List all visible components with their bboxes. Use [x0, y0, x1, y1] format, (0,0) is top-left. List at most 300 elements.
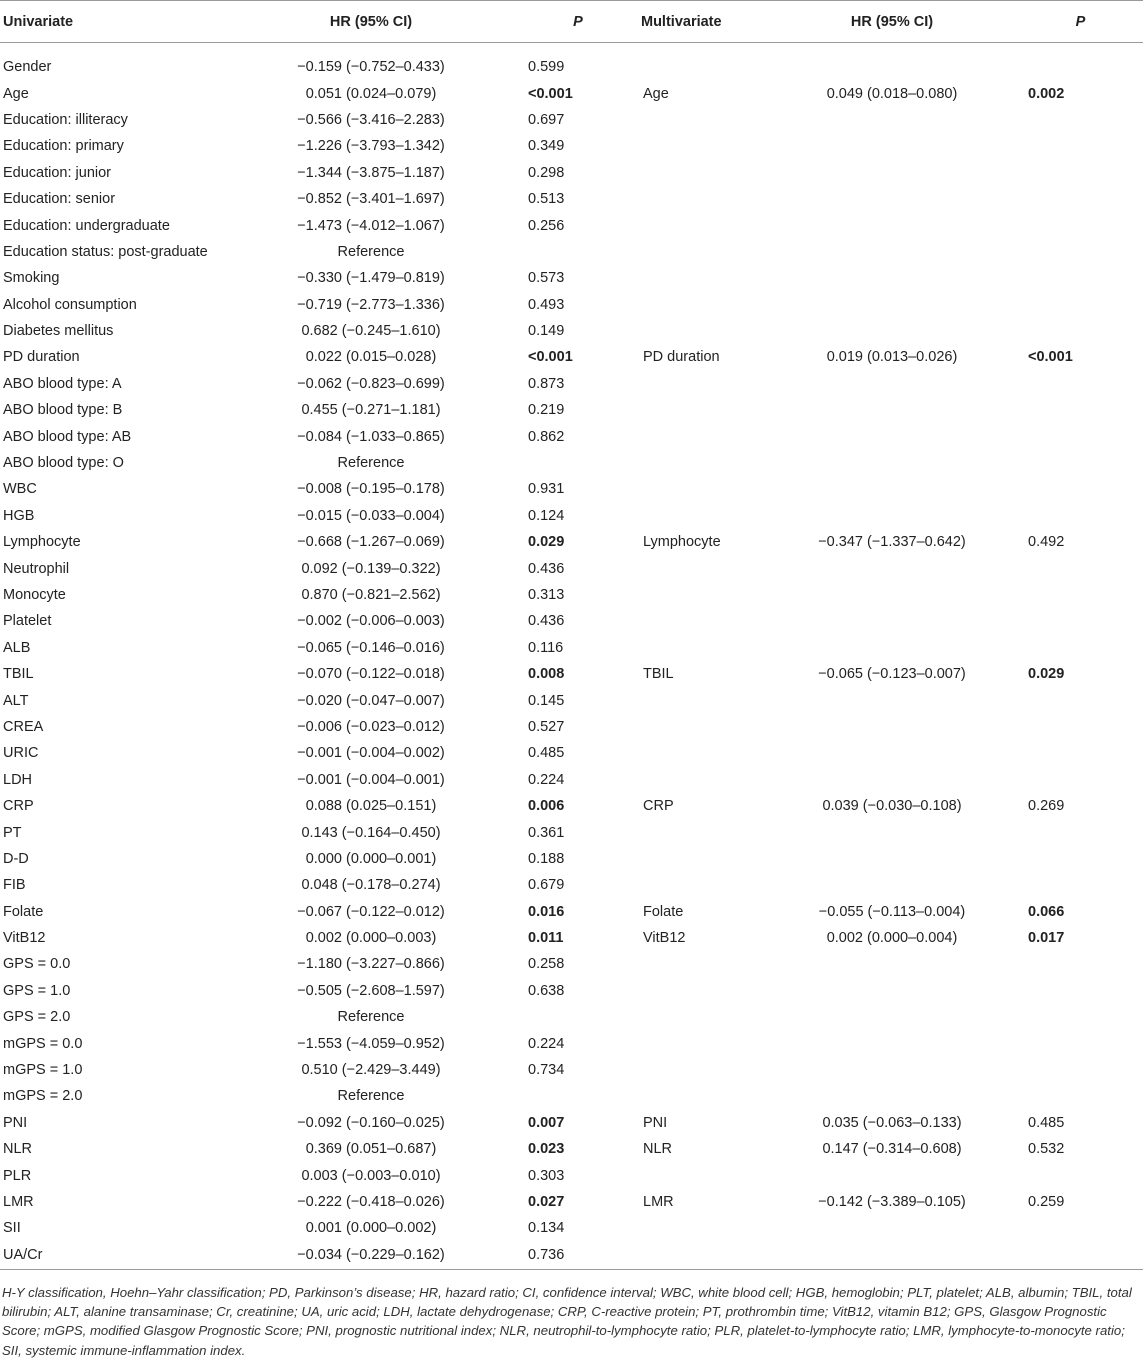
row-multivariate-hr-ci [766, 951, 1018, 977]
row-variable-name: ABO blood type: O [3, 455, 124, 472]
table-row [0, 793, 1143, 819]
row-variable-name: D-D [3, 850, 29, 867]
row-variable-name: ABO blood type: AB [3, 428, 132, 445]
row-variable-name: SII [3, 1220, 21, 1237]
row-variable-name: PLR [3, 1167, 32, 1184]
row-multivariate-name [638, 740, 766, 766]
row-multivariate-name [638, 846, 766, 872]
row-multivariate-p-value [1018, 371, 1143, 397]
row-multivariate-name [638, 1004, 766, 1030]
table-row [0, 344, 1143, 370]
row-multivariate-name [638, 951, 766, 977]
row-variable-name: UA/Cr [3, 1246, 43, 1263]
row-multivariate-name: CRP [643, 798, 674, 815]
row-hr-ci: 0.455 (−0.271–1.181) [301, 402, 441, 419]
row-hr-ci: 0.369 (0.051–0.687) [305, 1141, 437, 1158]
table-row [0, 239, 1143, 265]
row-hr-ci: 0.002 (0.000–0.003) [305, 930, 437, 947]
row-variable-name: LMR [3, 1193, 34, 1210]
row-hr-ci: −0.062 (−0.823–0.699) [297, 375, 445, 392]
row-hr-ci: −0.070 (−0.122–0.018) [297, 666, 445, 683]
row-multivariate-name [638, 635, 766, 661]
row-hr-ci: −0.001 (−0.004–0.002) [297, 745, 445, 762]
row-multivariate-hr-ci [766, 1030, 1018, 1056]
header-p-text: P [573, 13, 583, 30]
row-hr-ci: 0.870 (−0.821–2.562) [301, 587, 441, 603]
row-multivariate-name [638, 186, 766, 212]
table-row [0, 661, 1143, 687]
row-multivariate-p-value [1018, 397, 1143, 423]
row-multivariate-p-value: 0.002 [1028, 85, 1065, 102]
row-multivariate-name [638, 450, 766, 476]
row-multivariate-hr-ci: 0.002 (0.000–0.004) [826, 930, 958, 947]
row-variable-name: Diabetes mellitus [3, 323, 114, 340]
row-hr-ci: −0.222 (−0.418–0.026) [297, 1193, 445, 1210]
row-variable-name: ABO blood type: A [3, 375, 122, 392]
row-p-value: 0.349 [528, 138, 565, 155]
row-hr-ci: −0.034 (−0.229–0.162) [297, 1246, 445, 1263]
row-hr-ci: −0.852 (−3.401–1.697) [297, 191, 445, 208]
table-row [0, 1030, 1143, 1056]
row-hr-ci: 0.048 (−0.178–0.274) [301, 877, 441, 894]
row-hr-ci: −0.006 (−0.023–0.012) [297, 718, 445, 735]
row-p-value: 0.313 [528, 587, 565, 603]
row-multivariate-hr-ci [766, 1242, 1018, 1268]
row-multivariate-name: Age [643, 85, 669, 102]
row-multivariate-p-value [1018, 160, 1143, 186]
row-multivariate-p-value [1018, 239, 1143, 265]
row-p-value: 0.007 [528, 1114, 565, 1131]
row-variable-name: Education: undergraduate [3, 217, 170, 234]
table-row [0, 318, 1143, 344]
table-row [0, 925, 1143, 951]
row-variable-name: Education status: post-graduate [3, 243, 208, 260]
row-multivariate-hr-ci [766, 1083, 1018, 1109]
row-multivariate-hr-ci: 0.019 (0.013–0.026) [826, 349, 958, 366]
row-p-value: 0.116 [528, 639, 564, 656]
row-multivariate-name [638, 1057, 766, 1083]
row-multivariate-name [638, 318, 766, 344]
row-multivariate-hr-ci [766, 555, 1018, 581]
row-p-value: 0.485 [528, 745, 565, 762]
row-multivariate-name [638, 1083, 766, 1109]
row-multivariate-p-value [1018, 687, 1143, 713]
row-variable-name: GPS = 2.0 [3, 1009, 71, 1026]
row-multivariate-name [638, 212, 766, 238]
row-multivariate-name [638, 714, 766, 740]
row-multivariate-name [638, 1030, 766, 1056]
row-variable-name: VitB12 [3, 930, 46, 947]
row-variable-name: CREA [3, 718, 44, 735]
row-hr-ci: 0.022 (0.015–0.028) [305, 349, 437, 366]
table-row [0, 1083, 1143, 1109]
table-row [0, 1162, 1143, 1188]
row-hr-ci: −0.015 (−0.033–0.004) [297, 507, 445, 524]
table-row [0, 767, 1143, 793]
row-multivariate-hr-ci [766, 846, 1018, 872]
row-multivariate-name [638, 423, 766, 449]
table-row [0, 1110, 1143, 1136]
row-hr-ci: −0.092 (−0.160–0.025) [297, 1114, 445, 1131]
row-multivariate-p-value: 0.017 [1028, 930, 1065, 947]
row-p-value: 0.256 [528, 217, 565, 234]
row-multivariate-hr-ci [766, 133, 1018, 159]
table-row [0, 160, 1143, 186]
row-hr-ci: −0.719 (−2.773–1.336) [297, 296, 445, 313]
table-row [0, 476, 1143, 502]
row-multivariate-p-value [1018, 846, 1143, 872]
row-multivariate-hr-ci [766, 212, 1018, 238]
table-row [0, 133, 1143, 159]
row-hr-ci: −1.553 (−4.059–0.952) [297, 1035, 445, 1052]
row-multivariate-name [638, 1242, 766, 1268]
row-multivariate-hr-ci [766, 397, 1018, 423]
row-multivariate-hr-ci [766, 318, 1018, 344]
row-multivariate-p-value: 0.485 [1028, 1114, 1065, 1131]
row-hr-ci: Reference [337, 455, 405, 472]
row-multivariate-hr-ci [766, 265, 1018, 291]
row-multivariate-hr-ci [766, 450, 1018, 476]
row-hr-ci: −1.226 (−3.793–1.342) [297, 138, 445, 155]
row-variable-name: PNI [3, 1114, 28, 1131]
row-multivariate-hr-ci [766, 503, 1018, 529]
row-multivariate-name: TBIL [643, 666, 674, 683]
row-multivariate-hr-ci: −0.055 (−0.113–0.004) [818, 903, 966, 920]
row-p-value: 0.008 [528, 666, 565, 683]
row-multivariate-hr-ci [766, 1162, 1018, 1188]
row-p-value: 0.149 [528, 323, 565, 340]
row-multivariate-hr-ci: 0.147 (−0.314–0.608) [822, 1141, 962, 1158]
row-multivariate-hr-ci [766, 635, 1018, 661]
table-row [0, 1215, 1143, 1241]
row-variable-name: PD duration [3, 349, 80, 366]
header-m-p [1018, 1, 1143, 43]
row-hr-ci: −0.668 (−1.267–0.069) [297, 534, 445, 551]
footnote-divider [0, 1269, 1143, 1270]
row-multivariate-name: Lymphocyte [643, 534, 721, 551]
row-multivariate-name [638, 978, 766, 1004]
table-row [0, 555, 1143, 581]
row-multivariate-p-value [1018, 318, 1143, 344]
row-p-value: 0.006 [528, 798, 565, 815]
table-row [0, 186, 1143, 212]
row-multivariate-p-value [1018, 503, 1143, 529]
row-multivariate-hr-ci [766, 978, 1018, 1004]
header-univariate: Univariate [0, 1, 224, 43]
row-p-value: 0.029 [528, 534, 565, 551]
header-row [0, 1, 1143, 43]
row-multivariate-hr-ci [766, 292, 1018, 318]
row-hr-ci: 0.001 (0.000–0.002) [305, 1220, 437, 1237]
row-p-value: 0.573 [528, 270, 565, 287]
row-hr-ci: 0.051 (0.024–0.079) [305, 85, 437, 102]
row-multivariate-name [638, 160, 766, 186]
row-hr-ci: −0.008 (−0.195–0.178) [297, 481, 445, 498]
row-hr-ci: −0.065 (−0.146–0.016) [297, 639, 445, 656]
row-multivariate-p-value [1018, 1004, 1143, 1030]
row-p-value: 0.134 [528, 1220, 565, 1237]
row-multivariate-p-value [1018, 133, 1143, 159]
row-multivariate-name [638, 819, 766, 845]
row-multivariate-name [638, 687, 766, 713]
row-multivariate-p-value: 0.269 [1028, 798, 1065, 815]
table-row [0, 107, 1143, 133]
row-hr-ci: −0.002 (−0.006–0.003) [297, 613, 445, 630]
row-p-value [518, 450, 638, 476]
table-row [0, 80, 1143, 106]
row-variable-name: CRP [3, 798, 34, 815]
row-p-value: 0.931 [528, 481, 565, 498]
row-multivariate-name [638, 555, 766, 581]
row-p-value: 0.873 [528, 375, 565, 392]
row-multivariate-name [638, 239, 766, 265]
row-hr-ci: −1.180 (−3.227–0.866) [297, 956, 445, 973]
header-m-hr-ci: HR (95% CI) [766, 1, 1018, 43]
row-multivariate-p-value: 0.492 [1028, 534, 1065, 551]
row-p-value: 0.016 [528, 903, 565, 920]
table-row [0, 740, 1143, 766]
table-row [0, 899, 1143, 925]
row-multivariate-hr-ci: 0.039 (−0.030–0.108) [822, 798, 962, 815]
row-multivariate-p-value [1018, 1057, 1143, 1083]
row-variable-name: FIB [3, 877, 26, 894]
header-multivariate: Multivariate [638, 1, 766, 43]
header-hr-ci: HR (95% CI) [224, 1, 518, 43]
row-p-value: 0.224 [528, 771, 565, 788]
row-variable-name: mGPS = 2.0 [3, 1088, 83, 1105]
row-multivariate-p-value: <0.001 [1028, 349, 1073, 366]
row-multivariate-hr-ci [766, 239, 1018, 265]
row-p-value: 0.219 [528, 402, 565, 419]
row-variable-name: NLR [3, 1141, 33, 1158]
row-multivariate-hr-ci [766, 714, 1018, 740]
row-multivariate-name [638, 43, 766, 81]
row-multivariate-p-value [1018, 43, 1143, 81]
row-p-value: 0.361 [528, 824, 565, 841]
row-variable-name: ALB [3, 639, 31, 656]
row-p-value [518, 1004, 638, 1030]
table-header [0, 1, 1143, 43]
table-row [0, 951, 1143, 977]
row-variable-name: ABO blood type: B [3, 402, 123, 419]
row-multivariate-name [638, 872, 766, 898]
table-row [0, 819, 1143, 845]
table-row [0, 1057, 1143, 1083]
row-multivariate-hr-ci [766, 582, 1018, 608]
row-variable-name: HGB [3, 507, 35, 524]
row-variable-name: ALT [3, 692, 29, 709]
row-multivariate-p-value: 0.259 [1028, 1193, 1065, 1210]
row-multivariate-p-value [1018, 872, 1143, 898]
row-variable-name: mGPS = 1.0 [3, 1062, 83, 1079]
row-p-value: 0.527 [528, 718, 565, 735]
row-p-value: 0.298 [528, 164, 565, 181]
row-multivariate-name [638, 371, 766, 397]
table-body [0, 43, 1143, 1268]
table-row [0, 608, 1143, 634]
row-multivariate-name [638, 1215, 766, 1241]
row-variable-name: Lymphocyte [3, 534, 81, 551]
row-multivariate-p-value [1018, 608, 1143, 634]
row-multivariate-p-value [1018, 582, 1143, 608]
row-p-value: 0.697 [528, 111, 565, 128]
row-multivariate-hr-ci: 0.035 (−0.063–0.133) [822, 1114, 962, 1131]
table-row [0, 978, 1143, 1004]
row-hr-ci: Reference [337, 1088, 405, 1105]
row-multivariate-p-value [1018, 476, 1143, 502]
row-p-value: 0.023 [528, 1141, 565, 1158]
row-multivariate-p-value [1018, 978, 1143, 1004]
table-footnote: H-Y classification, Hoehn–Yahr classification; PD, Parkinson’s disease; HR, hazard ratio; CI, confidence interval; WBC, white blood cell; HGB, hemoglobin; PLT, platelet; ALB, albumin; TBIL, total bilirubin; ALT, alanine transaminase; Cr, creatinine; UA, uric acid; LDH, lactate dehydrogenase; CRP, C-reactive protein; PT, prothrombin time; VitB12, vitamin B12; GPS, Glasgow Prognostic Score; mGPS, modified Glasgow Prognostic Score; PNI, prognostic nutritional index; NLR, neutrophil-to-lymphocyte ratio; PLR, platelet-to-lymphocyte ratio; LMR, lymphocyte-to-monocyte ratio; SII, systemic immune-inflammation index. [2, 1285, 1132, 1358]
row-variable-name: Platelet [3, 613, 52, 630]
row-multivariate-hr-ci [766, 819, 1018, 845]
row-multivariate-hr-ci [766, 767, 1018, 793]
row-p-value: <0.001 [528, 85, 573, 102]
row-multivariate-name [638, 292, 766, 318]
row-multivariate-p-value [1018, 635, 1143, 661]
row-multivariate-hr-ci: −0.347 (−1.337–0.642) [818, 534, 966, 551]
row-hr-ci: −0.159 (−0.752–0.433) [297, 59, 445, 76]
row-variable-name: Education: junior [3, 164, 112, 181]
row-p-value: <0.001 [528, 349, 573, 366]
row-multivariate-name: VitB12 [643, 930, 686, 947]
row-p-value [518, 239, 638, 265]
row-multivariate-hr-ci [766, 1057, 1018, 1083]
row-multivariate-name: PD duration [643, 349, 720, 366]
row-multivariate-hr-ci [766, 107, 1018, 133]
table-row [0, 1242, 1143, 1268]
row-variable-name: WBC [3, 481, 37, 498]
row-multivariate-p-value [1018, 951, 1143, 977]
row-p-value: 0.303 [528, 1167, 565, 1184]
row-p-value: 0.258 [528, 956, 565, 973]
table-row [0, 503, 1143, 529]
row-variable-name: PT [3, 824, 22, 841]
row-hr-ci: −0.330 (−1.479–0.819) [297, 270, 445, 287]
row-variable-name: Smoking [3, 270, 60, 287]
row-multivariate-p-value [1018, 1242, 1143, 1268]
row-p-value: 0.679 [528, 877, 565, 894]
row-multivariate-p-value [1018, 767, 1143, 793]
table-row [0, 292, 1143, 318]
table-row [0, 450, 1143, 476]
row-p-value: 0.145 [528, 692, 565, 709]
row-p-value: 0.638 [528, 982, 565, 999]
row-p-value: 0.736 [528, 1246, 565, 1263]
row-multivariate-hr-ci: −0.142 (−3.389–0.105) [818, 1193, 966, 1210]
row-hr-ci: −0.020 (−0.047–0.007) [297, 692, 445, 709]
row-multivariate-name [638, 476, 766, 502]
row-hr-ci: 0.000 (0.000–0.001) [305, 850, 437, 867]
table-row [0, 265, 1143, 291]
row-hr-ci: −0.566 (−3.416–2.283) [297, 111, 445, 128]
row-hr-ci: −0.505 (−2.608–1.597) [297, 982, 445, 999]
table-row [0, 371, 1143, 397]
table-row [0, 397, 1143, 423]
row-multivariate-name [638, 608, 766, 634]
row-hr-ci: 0.003 (−0.003–0.010) [301, 1167, 441, 1184]
row-p-value [518, 1083, 638, 1109]
row-multivariate-hr-ci [766, 43, 1018, 81]
row-variable-name: GPS = 1.0 [3, 982, 71, 999]
row-multivariate-hr-ci: 0.049 (0.018–0.080) [826, 85, 958, 102]
row-variable-name: Age [3, 85, 29, 102]
row-hr-ci: −0.001 (−0.004–0.001) [297, 771, 445, 788]
row-variable-name: GPS = 0.0 [3, 956, 71, 973]
row-multivariate-hr-ci [766, 687, 1018, 713]
row-variable-name: mGPS = 0.0 [3, 1035, 83, 1052]
table-row [0, 687, 1143, 713]
row-multivariate-p-value [1018, 450, 1143, 476]
row-multivariate-p-value [1018, 186, 1143, 212]
row-hr-ci: 0.088 (0.025–0.151) [305, 798, 437, 815]
header-m-p-text: P [1075, 13, 1086, 30]
row-p-value: 0.224 [528, 1035, 565, 1052]
row-p-value: 0.493 [528, 296, 565, 313]
row-p-value: 0.124 [528, 507, 565, 524]
table-row [0, 423, 1143, 449]
table-row [0, 872, 1143, 898]
row-multivariate-name: LMR [643, 1193, 674, 1210]
row-multivariate-p-value: 0.029 [1028, 666, 1065, 683]
table-row [0, 635, 1143, 661]
row-p-value: 0.436 [528, 613, 565, 630]
row-variable-name: Folate [3, 903, 44, 920]
row-multivariate-hr-ci [766, 608, 1018, 634]
row-hr-ci: 0.143 (−0.164–0.450) [301, 824, 441, 841]
row-hr-ci: −1.473 (−4.012–1.067) [297, 217, 445, 234]
row-multivariate-p-value [1018, 819, 1143, 845]
row-multivariate-name [638, 133, 766, 159]
row-hr-ci: −0.084 (−1.033–0.865) [297, 428, 445, 445]
row-multivariate-name [638, 265, 766, 291]
row-multivariate-hr-ci [766, 423, 1018, 449]
table-row [0, 846, 1143, 872]
table-row [0, 1004, 1143, 1030]
row-multivariate-p-value: 0.532 [1028, 1141, 1065, 1158]
row-p-value: 0.734 [528, 1062, 565, 1079]
row-variable-name: URIC [3, 745, 39, 762]
row-multivariate-name [638, 767, 766, 793]
row-variable-name: Neutrophil [3, 560, 70, 577]
row-variable-name: TBIL [3, 666, 34, 683]
row-multivariate-p-value [1018, 1162, 1143, 1188]
row-multivariate-p-value [1018, 107, 1143, 133]
row-multivariate-hr-ci [766, 186, 1018, 212]
row-p-value: 0.513 [528, 191, 565, 208]
row-multivariate-p-value [1018, 555, 1143, 581]
row-multivariate-p-value [1018, 212, 1143, 238]
row-p-value: 0.599 [528, 59, 565, 76]
row-multivariate-name [638, 582, 766, 608]
table-row [0, 1136, 1143, 1162]
row-p-value: 0.011 [528, 930, 564, 947]
table-row [0, 714, 1143, 740]
row-p-value: 0.436 [528, 560, 565, 577]
row-multivariate-name: Folate [643, 903, 684, 920]
table-row [0, 212, 1143, 238]
row-multivariate-p-value [1018, 1215, 1143, 1241]
row-multivariate-p-value [1018, 292, 1143, 318]
row-p-value: 0.862 [528, 428, 565, 445]
row-variable-name: Education: illiteracy [3, 111, 128, 128]
row-hr-ci: −0.067 (−0.122–0.012) [297, 903, 445, 920]
row-hr-ci: Reference [337, 1009, 405, 1026]
row-multivariate-hr-ci [766, 740, 1018, 766]
row-multivariate-name [638, 503, 766, 529]
row-variable-name: Education: primary [3, 138, 124, 155]
row-variable-name: Education: senior [3, 191, 116, 208]
